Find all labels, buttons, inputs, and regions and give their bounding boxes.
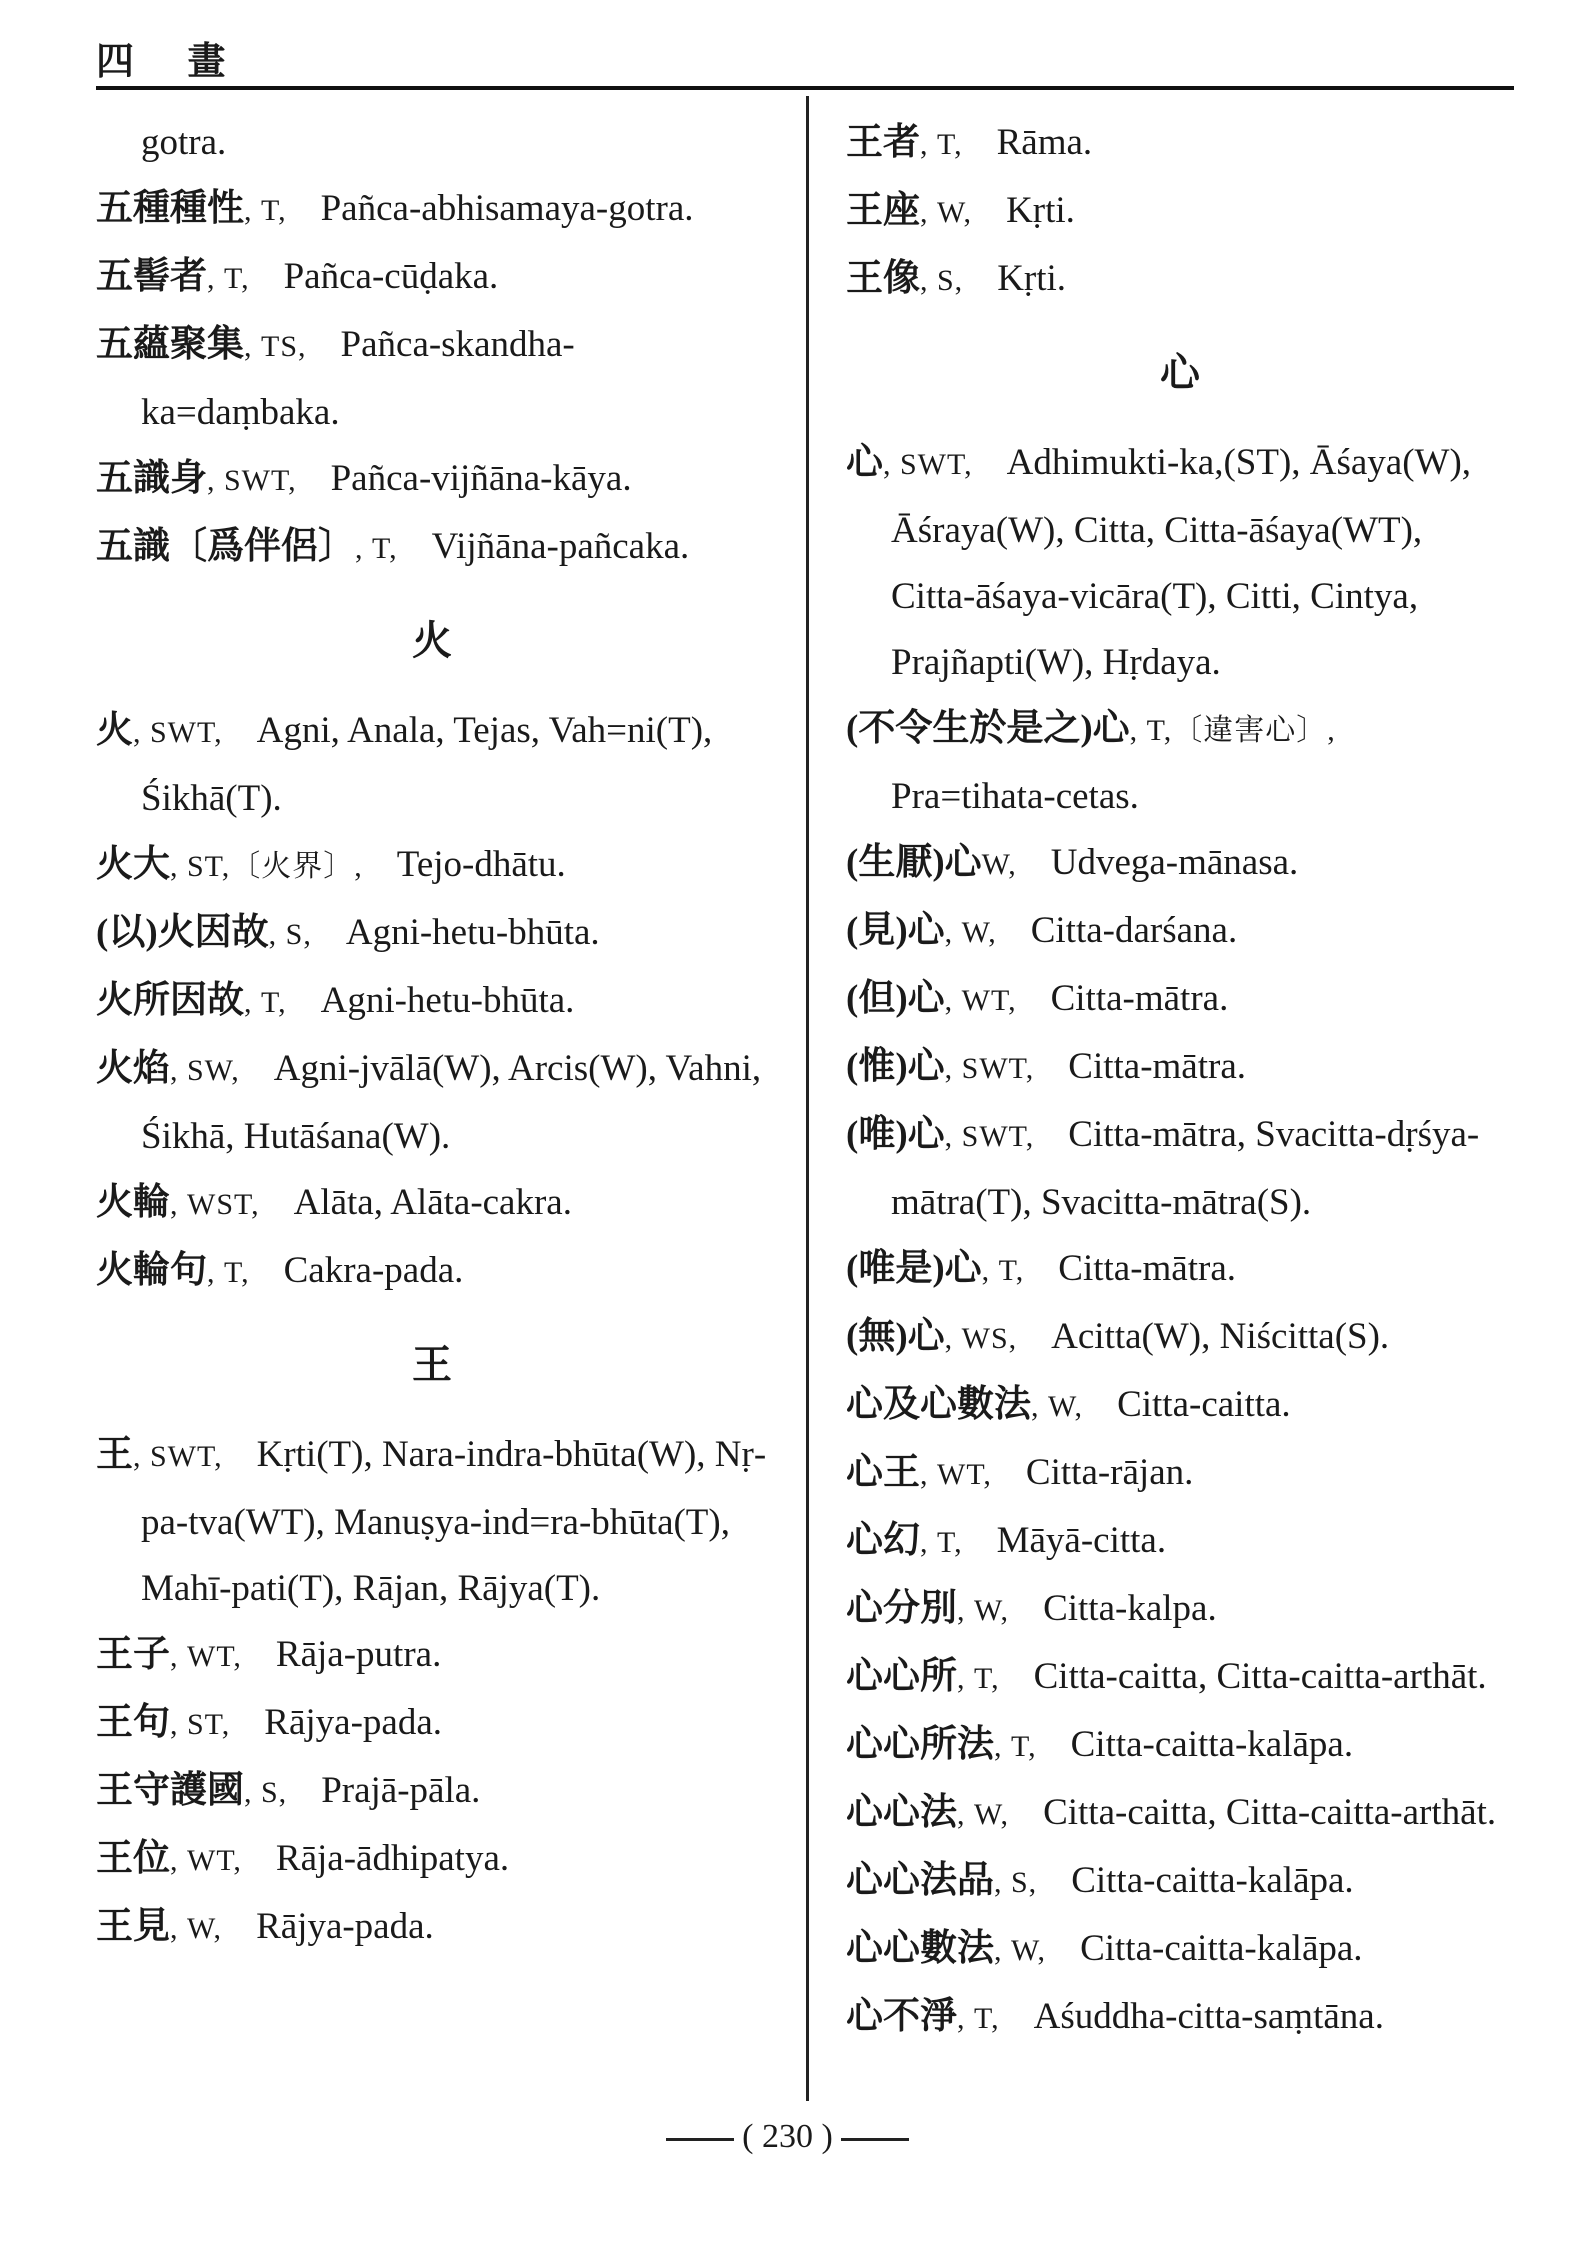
- dictionary-entry: [96, 968, 768, 1036]
- entry-source-tags: , T,: [920, 1526, 963, 1559]
- entry-source-tags: , T,〔違害心〕,: [1129, 714, 1336, 747]
- entry-sanskrit: Agni, Anala, Tejas, Vah=ni(T), Śikhā(T).: [141, 710, 713, 819]
- entry-source-tags: , S,: [920, 264, 964, 297]
- dictionary-entry: [846, 966, 1514, 1034]
- dictionary-entry: [846, 1034, 1514, 1102]
- entry-sanskrit: Cakra-pada.: [283, 1250, 464, 1291]
- entry-sanskrit: Citta-mātra.: [1050, 978, 1229, 1019]
- entry-headword: 心王: [846, 1452, 920, 1493]
- entry-source-tags: , W,: [920, 196, 973, 229]
- page-footer: [0, 2118, 1575, 2156]
- entry-headword: 王像: [846, 258, 920, 299]
- entry-source-tags: , W,: [957, 1594, 1010, 1627]
- entry-sanskrit: Agni-hetu-bhūta.: [345, 912, 600, 953]
- entry-headword: 火大: [96, 844, 170, 885]
- entry-source-tags: , T,: [244, 194, 287, 227]
- entry-headword: 心心所法: [846, 1724, 994, 1765]
- left-column: [96, 110, 768, 1962]
- dictionary-entry: [846, 1916, 1514, 1984]
- entry-headword: 心及心數法: [846, 1384, 1031, 1425]
- dictionary-entry: [846, 178, 1514, 246]
- footer-dash-left: [666, 2138, 734, 2141]
- dictionary-entry: [96, 1758, 768, 1826]
- entry-headword: 心不淨: [846, 1996, 957, 2037]
- entry-headword: 火輪: [96, 1182, 170, 1223]
- dictionary-entry: [846, 1236, 1514, 1304]
- dictionary-entry: [846, 1780, 1514, 1848]
- entry-source-tags: , T,: [957, 2002, 1000, 2035]
- entry-sanskrit: Alāta, Alāta-cakra.: [293, 1182, 572, 1223]
- dictionary-entry: [846, 1644, 1514, 1712]
- dictionary-entry: [846, 1304, 1514, 1372]
- dictionary-entry: [846, 1372, 1514, 1440]
- entry-headword: 五種種性: [96, 188, 244, 229]
- entry-sanskrit: Pra=tihata-cetas.: [891, 776, 1139, 817]
- entry-sanskrit: Citta-caitta, Citta-caitta-arthāt.: [1043, 1792, 1497, 1833]
- entry-sanskrit: Aśuddha-citta-saṃtāna.: [1033, 1996, 1384, 2037]
- dictionary-entry: [846, 246, 1514, 314]
- entry-source-tags: , T,: [957, 1662, 1000, 1695]
- entry-source-tags: , W,: [944, 916, 997, 949]
- dictionary-entry: [96, 176, 768, 244]
- entry-sanskrit: Citta-mātra, Svacitta-dṛśya-mātra(T), Svacitta-mātra(S).: [891, 1114, 1480, 1223]
- entry-headword: 心心數法: [846, 1928, 994, 1969]
- entry-headword: 心心法品: [846, 1860, 994, 1901]
- entry-source-tags: , SWT,: [133, 1440, 223, 1473]
- dictionary-entry: [96, 900, 768, 968]
- entry-headword: (以)火因故: [96, 912, 269, 953]
- header-rule: [96, 86, 1514, 90]
- right-column: [846, 110, 1514, 2052]
- entry-headword: 五識〔爲伴侶〕: [96, 526, 355, 567]
- dictionary-entry: [846, 1102, 1514, 1236]
- entry-sanskrit: Pañca-vijñāna-kāya.: [330, 458, 632, 499]
- entry-sanskrit: Citta-rājan.: [1025, 1452, 1194, 1493]
- entry-sanskrit: Acitta(W), Niścitta(S).: [1051, 1316, 1390, 1357]
- entry-source-tags: , SWT,: [944, 1052, 1035, 1085]
- entry-headword: 王座: [846, 190, 920, 231]
- entry-source-tags: , T,: [355, 532, 398, 565]
- dictionary-entry: [96, 514, 768, 582]
- entry-headword: 王者: [846, 122, 920, 163]
- dictionary-entry: [96, 1826, 768, 1894]
- dictionary-entry: [96, 1170, 768, 1238]
- entry-sanskrit: Tejo-dhātu.: [396, 844, 566, 885]
- entry-headword: 王守護國: [96, 1770, 244, 1811]
- entry-sanskrit: Agni-hetu-bhūta.: [320, 980, 575, 1021]
- entry-source-tags: , WT,: [170, 1640, 242, 1673]
- entry-source-tags: , T,: [994, 1730, 1037, 1763]
- entry-source-tags: , TS,: [244, 330, 307, 363]
- entry-sanskrit: Pañca-cūḍaka.: [283, 256, 499, 297]
- section-heading: 心: [1160, 350, 1200, 395]
- entry-sanskrit: Vijñāna-pañcaka.: [431, 526, 690, 567]
- entry-headword: (惟)心: [846, 1046, 945, 1087]
- entry-sanskrit: Citta-caitta.: [1117, 1384, 1291, 1425]
- dictionary-entry: [846, 1508, 1514, 1576]
- entry-source-tags: , SW,: [170, 1054, 240, 1087]
- entry-sanskrit: Pañca-skandha-ka=daṃbaka.: [141, 324, 575, 433]
- dictionary-entry: [96, 244, 768, 312]
- dictionary-entry: [96, 1690, 768, 1758]
- entry-sanskrit: Prajā-pāla.: [321, 1770, 481, 1811]
- entry-headword: 五髻者: [96, 256, 207, 297]
- entry-sanskrit: Kṛti(T), Nara-indra-bhūta(W), Nṛ-pa-tva(WT), Manuṣya-ind=ra-bhūta(T), Mahī-pati(T), Rājan, Rājya(T).: [141, 1434, 767, 1609]
- dictionary-entry: [846, 1848, 1514, 1916]
- entry-sanskrit: Citta-caitta-kalāpa.: [1070, 1724, 1354, 1765]
- entry-source-tags: , T,: [920, 128, 963, 161]
- entry-sanskrit: Adhimukti-ka,(ST), Āśaya(W), Āśraya(W), Citta, Citta-āśaya(WT), Citta-āśaya-vicāra(T), Citti, Cintya, Prajñapti(W), Hṛdaya.: [891, 442, 1472, 683]
- dictionary-entry: [846, 1440, 1514, 1508]
- dictionary-entry: [96, 312, 768, 446]
- entry-source-tags: , W,: [1031, 1390, 1084, 1423]
- entry-headword: (無)心: [846, 1316, 945, 1357]
- dictionary-entry: [96, 698, 768, 832]
- entry-source-tags: , T,: [207, 1256, 250, 1289]
- entry-headword: 王子: [96, 1634, 170, 1675]
- entry-sanskrit: Citta-caitta, Citta-caitta-arthāt.: [1033, 1656, 1487, 1697]
- entry-source-tags: , WST,: [170, 1188, 260, 1221]
- page-header: 四 畫: [96, 41, 248, 83]
- entry-sanskrit: Pañca-abhisamaya-gotra.: [320, 188, 694, 229]
- footer-dash-right: [841, 2138, 909, 2141]
- entry-source-tags: , T,: [244, 986, 287, 1019]
- dictionary-entry: [96, 1422, 768, 1622]
- entry-headword: 心分別: [846, 1588, 957, 1629]
- entry-headword: 王位: [96, 1838, 170, 1879]
- entry-headword: 王見: [96, 1906, 170, 1947]
- entry-source-tags: , WT,: [944, 984, 1017, 1017]
- section-heading: 火: [412, 618, 452, 663]
- entry-headword: 王句: [96, 1702, 170, 1743]
- entry-sanskrit: Rāma.: [996, 122, 1093, 163]
- entry-headword: 火焰: [96, 1048, 170, 1089]
- dictionary-entry: [846, 110, 1514, 178]
- entry-sanskrit: Rāja-ādhipatya.: [275, 1838, 510, 1879]
- entry-source-tags: , S,: [244, 1776, 288, 1809]
- entry-source-tags: , ST,: [170, 1708, 231, 1741]
- entry-headword: 心幻: [846, 1520, 920, 1561]
- entry-sanskrit: Citta-darśana.: [1030, 910, 1238, 951]
- entry-source-tags: , T,: [207, 262, 250, 295]
- column-divider: [806, 96, 809, 2101]
- entry-continuation: gotra.: [141, 122, 227, 163]
- entry-source-tags: , SWT,: [883, 448, 973, 481]
- entry-headword: (生厭)心: [846, 842, 982, 883]
- entry-sanskrit: Agni-jvālā(W), Arcis(W), Vahni, Śikhā, Hutāśana(W).: [141, 1048, 762, 1157]
- entry-source-tags: , S,: [994, 1866, 1038, 1899]
- entry-headword: 心心所: [846, 1656, 957, 1697]
- dictionary-entry: [96, 1894, 768, 1962]
- entry-source-tags: , SWT,: [944, 1120, 1035, 1153]
- entry-source-tags: , S,: [268, 918, 312, 951]
- dictionary-entry: [846, 430, 1514, 696]
- dictionary-entry: [96, 1622, 768, 1690]
- dictionary-entry: [846, 1576, 1514, 1644]
- entry-source-tags: , W,: [994, 1934, 1047, 1967]
- dictionary-entry: [846, 898, 1514, 966]
- entry-source-tags: , W,: [170, 1912, 223, 1945]
- dictionary-entry: [96, 1238, 768, 1306]
- entry-headword: (不令生於是之)心: [846, 708, 1130, 749]
- entry-headword: 心心法: [846, 1792, 957, 1833]
- entry-sanskrit: Kṛti.: [1006, 190, 1075, 231]
- entry-sanskrit: Citta-caitta-kalāpa.: [1071, 1860, 1354, 1901]
- entry-headword: (唯)心: [846, 1114, 945, 1155]
- section-heading: 王: [412, 1342, 452, 1387]
- dictionary-entry: [96, 446, 768, 514]
- entry-headword: (但)心: [846, 978, 945, 1019]
- entry-source-tags: , SWT,: [207, 464, 297, 497]
- entry-source-tags: , WT,: [170, 1844, 242, 1877]
- entry-headword: 火所因故: [96, 980, 244, 1021]
- entry-source-tags: , T,: [981, 1254, 1025, 1287]
- entry-sanskrit: Kṛti.: [997, 258, 1067, 299]
- dictionary-entry: [96, 832, 768, 900]
- entry-sanskrit: Māyā-citta.: [996, 1520, 1167, 1561]
- entry-source-tags: , WT,: [920, 1458, 992, 1491]
- entry-headword: (唯是)心: [846, 1248, 982, 1289]
- dictionary-entry: [96, 1036, 768, 1170]
- entry-headword: 五識身: [96, 458, 207, 499]
- entry-sanskrit: Citta-kalpa.: [1043, 1588, 1217, 1629]
- entry-sanskrit: Citta-caitta-kalāpa.: [1080, 1928, 1363, 1969]
- entry-source-tags: W,: [981, 848, 1017, 881]
- entry-source-tags: , W,: [957, 1798, 1010, 1831]
- entry-headword: 心: [846, 442, 883, 483]
- entry-headword: 五蘊聚集: [96, 324, 244, 365]
- entry-headword: 火輪句: [96, 1250, 207, 1291]
- entry-sanskrit: Udvega-mānasa.: [1050, 842, 1299, 883]
- entry-source-tags: , WS,: [944, 1322, 1018, 1355]
- entry-source-tags: , ST,〔火界〕,: [170, 850, 363, 883]
- entry-sanskrit: Citta-mātra.: [1068, 1046, 1247, 1087]
- entry-headword: 王: [96, 1434, 133, 1475]
- dictionary-entry: [846, 696, 1514, 830]
- entry-source-tags: , SWT,: [133, 716, 223, 749]
- entry-sanskrit: Rāja-putra.: [275, 1634, 442, 1675]
- dictionary-entry: [846, 1712, 1514, 1780]
- dictionary-entry: [846, 1984, 1514, 2052]
- entry-sanskrit: Citta-mātra.: [1058, 1248, 1237, 1289]
- entry-headword: 火: [96, 710, 133, 751]
- entry-headword: (見)心: [846, 910, 945, 951]
- entry-sanskrit: Rājya-pada.: [256, 1906, 434, 1947]
- entry-sanskrit: Rājya-pada.: [264, 1702, 443, 1743]
- dictionary-entry: [846, 830, 1514, 898]
- page-number: ( 230 ): [742, 2118, 833, 2155]
